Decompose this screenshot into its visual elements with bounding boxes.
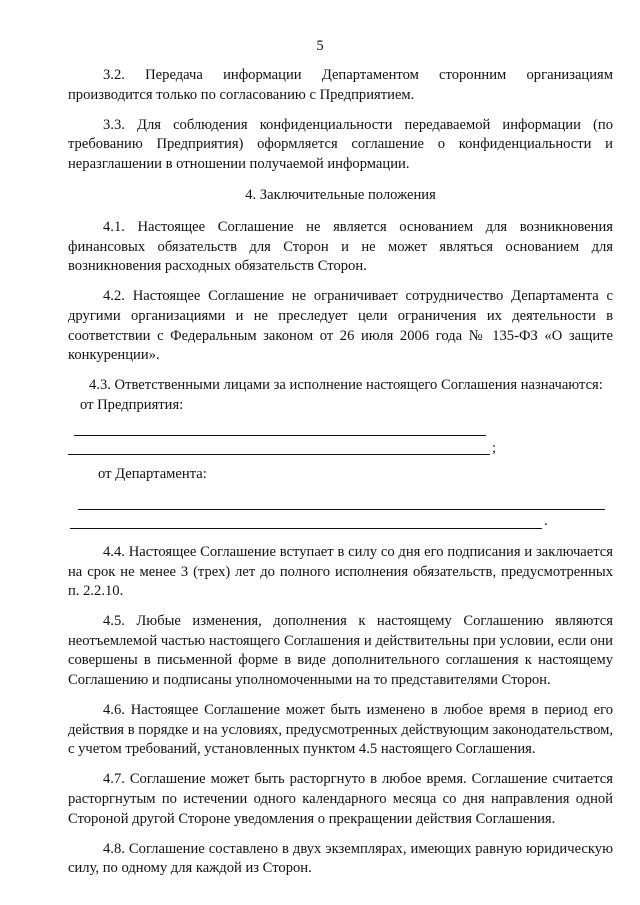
clause-4-3: 4.3. Ответственными лицами за исполнение настоящего Соглашения назначаются: [89,377,603,394]
enterprise-fill-line-1 [68,421,613,440]
department-fill-line-1 [68,495,613,514]
clause-3-3: 3.3. Для соблюдения конфиденциальности передаваемой информации (по требованию Предприятия) оформляется соглашение о конфиденциальности и неразглашении в отношении получаемой информации. [68,116,613,172]
department-fill-line-2 [68,514,613,533]
semicolon-mark: ; [492,439,497,456]
clause-4-7: 4.7. Соглашение может быть расторгнуто в любое время. Соглашение считается расторгнутым по истечении одного календарного месяца со дня направления одной Стороной другой Стороне уведомления о прекращении действия Соглашения. [68,771,613,827]
clause-4-8: 4.8. Соглашение составлено в двух экземплярах, имеющих равную юридическую силу, по одному для каждой из Сторон. [68,840,613,877]
clause-4-5: 4.5. Любые изменения, дополнения к настоящему Соглашению являются неотъемлемой частью настоящего Соглашения и действительны при условии, если они совершены в письменной форме в виде дополнительного соглашения к настоящему Соглашению и подписаны уполномоченными на то представителями Сторон. [68,613,613,689]
label-from-enterprise: от Предприятия: [80,396,184,413]
section-heading-4: 4. Заключительные положения [245,187,436,204]
enterprise-fill-line-2 [68,440,613,459]
page-number: 5 [316,38,324,54]
clause-4-6: 4.6. Настоящее Соглашение может быть изменено в любое время в период его действия в порядке и на условиях, предусмотренных действующим законодательством, с учетом требований, установленных пунктом 4.5 настоящего Соглашения. [68,702,613,758]
clause-3-2: 3.2. Передача информации Департаментом сторонним организациям производится только по согласованию с Предприятием. [68,67,613,103]
label-from-department: от Департамента: [98,466,207,483]
clause-4-1: 4.1. Настоящее Соглашение не является основанием для возникновения финансовых обязательств для Сторон и не может являться основанием для возникновения расходных обязательств Сторон. [68,219,613,275]
document-body [68,66,613,889]
period-mark: . [544,513,548,530]
clause-4-2: 4.2. Настоящее Соглашение не ограничивает сотрудничество Департамента с другими организациями и не преследует цели ограничения их деятельности в соответствии с Федеральным законом от 26 июля 2006 года № 135-ФЗ «О защите конкуренции». [68,288,613,364]
clause-4-4: 4.4. Настоящее Соглашение вступает в силу со дня его подписания и заключается на срок не менее 3 (трех) лет до полного исполнения обязательств, предусмотренных п. 2.2.10. [68,544,613,600]
